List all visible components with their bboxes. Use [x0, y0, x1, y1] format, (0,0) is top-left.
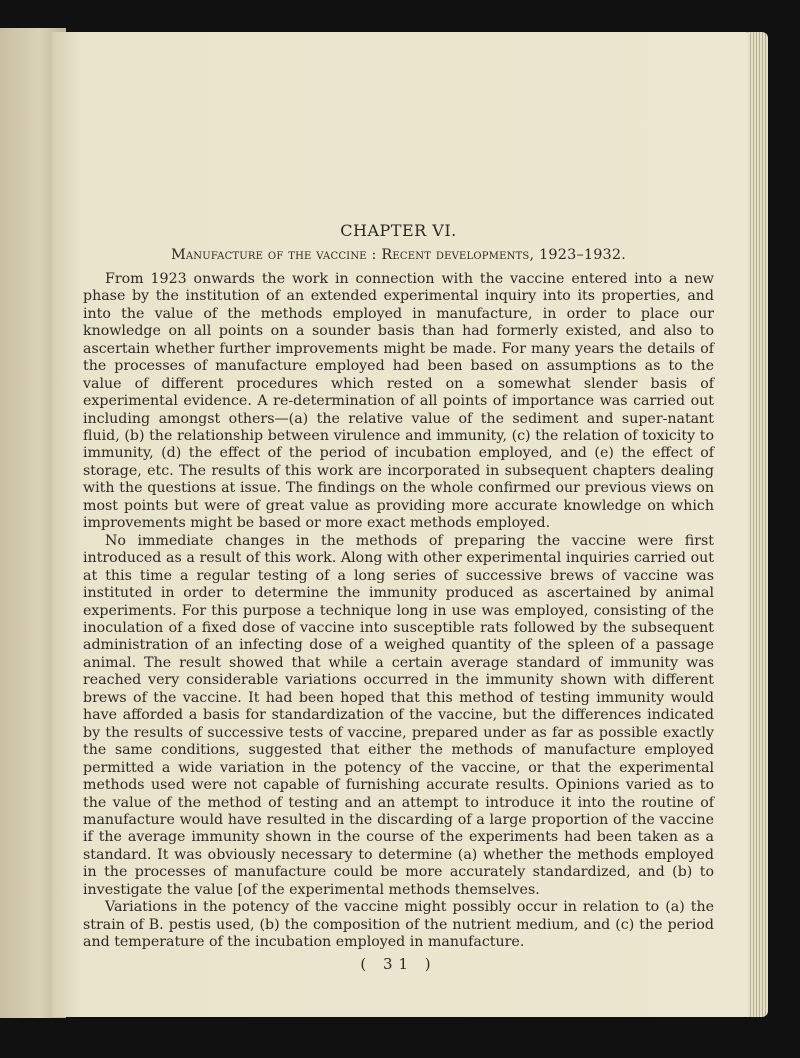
section-title: Manufacture of the vaccine : Recent developments, 1923–1932.: [170, 247, 627, 264]
page-text: [83, 222, 714, 973]
paragraph-2: No immediate changes in the methods of preparing the vaccine were first introduced as a result of this work. Along with other experimental inquiries carried out at this time a regular testing of a long series of successive brews of vaccine was instituted in order to determine the immunity produced as ascertained by animal experiments. For this purpose a technique long in use was employed, consisting of the inoculation of a fixed dose of vaccine into susceptible rats followed by the subsequent administration of an infecting dose of a weighed quantity of the spleen of a passage animal. The result showed that while a certain average standard of immunity was reached very considerable variations occurred in the immunity shown with different brews of the vaccine. It had been hoped that this method of testing immunity would have afforded a basis for standardization of the vaccine, but the differences indicated by the results of successive tests of vaccine, prepared under as far as possible exactly the same conditions, suggested that either the methods of manufacture employed permitted a wide variation in the potency of the vaccine, or that the experimental methods used were not capable of furnishing accurate results. Opinions varied as to the value of the method of testing and an attempt to introduce it into the routine of manufacture would have resulted in the discarding of a large proportion of the vaccine if the average immunity shown in the course of the experiments had been taken as a standard. It was obviously necessary to determine (a) whether the methods employed in the processes of manufacture could be more accurately standardized, and (b) to investigate the value [of the experimental methods themselves.: [83, 532, 714, 898]
page-stack-edge: [748, 32, 768, 1017]
paragraph-1: From 1923 onwards the work in connection with the vaccine entered into a new phase by the institution of an extended experimental inquiry into its properties, and into the value of the methods employed in manufacture, in order to place our knowledge on all points on a sounder basis than had formerly existed, and also to ascertain whether further improvements might be made. For many years the details of the processes of manufacture employed had been based on assumptions as to the value of different procedures which rested on a somewhat slender basis of experimental evidence. A re-determination of all points of importance was carried out including amongst others—(a) the relative value of the sediment and super-natant fluid, (b) the relationship between virulence and immunity, (c) the relation of toxicity to immunity, (d) the effect of the period of incubation employed, and (e) the effect of storage, etc. The results of this work are incorporated in subsequent chapters dealing with the questions at issue. The findings on the whole confirmed our previous views on most points but were of great value as providing more accurate knowledge on which improvements might be based or more exact methods employed.: [83, 270, 714, 532]
paragraph-3: Variations in the potency of the vaccine might possibly occur in relation to (a) the strain of B. pestis used, (b) the composition of the nutrient medium, and (c) the period and temperature of the incubation employed in manufacture.: [83, 899, 714, 951]
chapter-title: CHAPTER VI.: [340, 221, 457, 240]
page-number: ( 31 ): [360, 954, 437, 973]
